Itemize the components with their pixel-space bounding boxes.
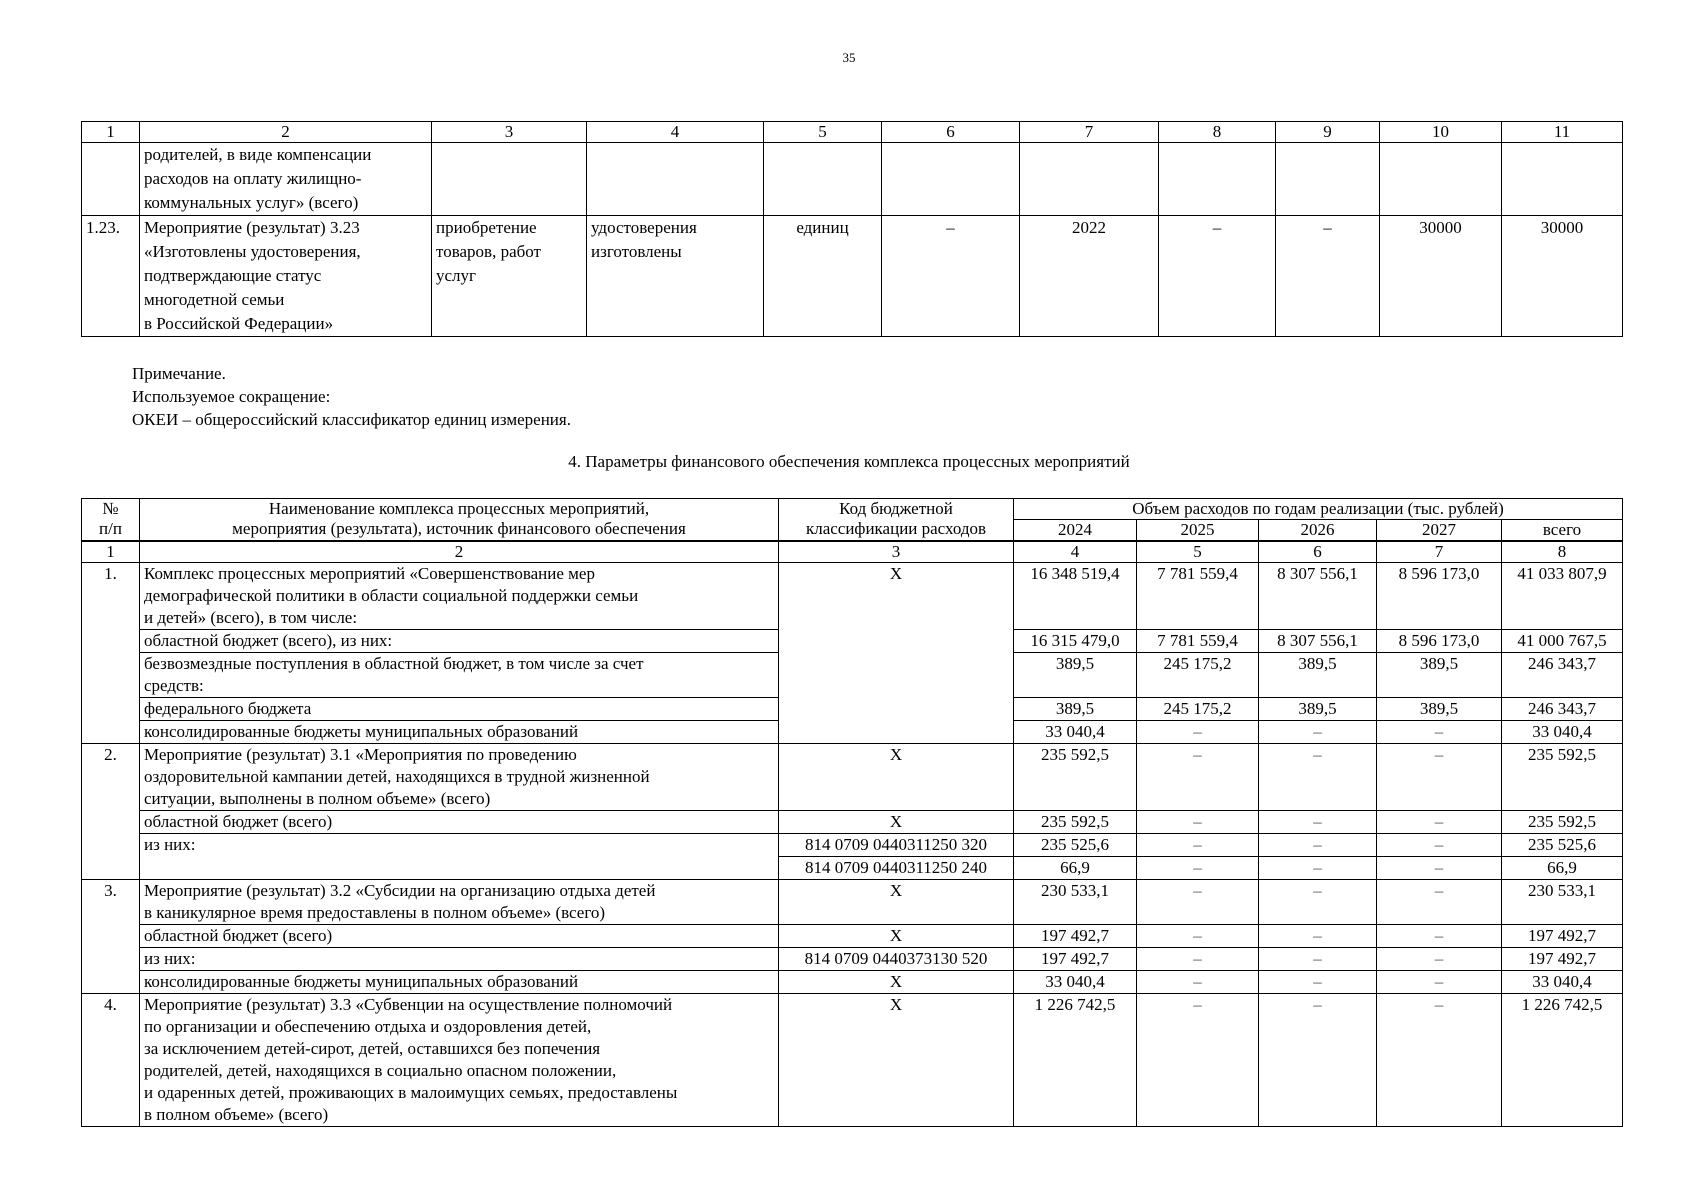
col-number: 11 bbox=[1502, 122, 1623, 143]
value-cell: 197 492,7 bbox=[1502, 948, 1623, 971]
text-line: удостоверения bbox=[591, 218, 697, 237]
value-cell: 235 525,6 bbox=[1502, 834, 1623, 857]
text-line: мероприятия (результата), источник финансового обеспечения bbox=[232, 519, 686, 538]
code-cell: Х bbox=[779, 971, 1014, 994]
col-number: 7 bbox=[1020, 122, 1159, 143]
row-number: 1. bbox=[82, 563, 140, 744]
code-cell: 814 0709 0440311250 320 bbox=[779, 834, 1014, 857]
value-cell: – bbox=[1377, 880, 1502, 925]
value-cell: 235 592,5 bbox=[1502, 744, 1623, 811]
note-line: Примечание. bbox=[132, 364, 226, 383]
value-cell: – bbox=[1276, 216, 1380, 337]
text-line: оздоровительной кампании детей, находящихся в трудной жизненной bbox=[144, 767, 650, 786]
table-row bbox=[82, 971, 1623, 994]
value-cell: 30000 bbox=[1380, 216, 1502, 337]
text-line: демографической политики в области социальной поддержки семьи bbox=[144, 586, 639, 605]
value-cell: 235 592,5 bbox=[1502, 811, 1623, 834]
results-table bbox=[81, 121, 1623, 337]
text-line: услуг bbox=[436, 266, 477, 285]
row-number: 1.23. bbox=[82, 216, 140, 337]
value-cell: – bbox=[1259, 971, 1377, 994]
value-cell: 235 592,5 bbox=[1014, 811, 1137, 834]
text-line: федерального бюджета bbox=[144, 699, 312, 718]
value-cell: 235 525,6 bbox=[1014, 834, 1137, 857]
text-line: консолидированные бюджеты муниципальных образований bbox=[144, 972, 579, 991]
value-cell: 8 596 173,0 bbox=[1377, 630, 1502, 653]
value-cell: 66,9 bbox=[1014, 857, 1137, 880]
value-cell: 8 307 556,1 bbox=[1259, 563, 1377, 630]
text-line: средств: bbox=[144, 676, 204, 695]
value-cell: – bbox=[1137, 948, 1259, 971]
row-name-cell bbox=[140, 994, 779, 1127]
row-name-cell bbox=[140, 698, 779, 721]
value-cell: – bbox=[1137, 971, 1259, 994]
col-number: 4 bbox=[1014, 541, 1137, 563]
value-cell: 389,5 bbox=[1014, 698, 1137, 721]
value-cell: 389,5 bbox=[1377, 653, 1502, 698]
value-cell: 8 596 173,0 bbox=[1377, 563, 1502, 630]
value-cell: – bbox=[1137, 994, 1259, 1127]
value-cell: 66,9 bbox=[1502, 857, 1623, 880]
type-cell bbox=[432, 216, 587, 337]
table-header-row bbox=[82, 122, 1623, 143]
row-name-cell bbox=[140, 653, 779, 698]
value-cell: 41 000 767,5 bbox=[1502, 630, 1623, 653]
text-line: расходов на оплату жилищно- bbox=[144, 169, 362, 188]
header-year: 2024 bbox=[1014, 520, 1137, 542]
text-line: из них: bbox=[144, 949, 196, 968]
text-line: родителей, детей, находящихся в социально опасном положении, bbox=[144, 1061, 617, 1080]
text-line: областной бюджет (всего) bbox=[144, 926, 333, 945]
value-cell: 7 781 559,4 bbox=[1137, 563, 1259, 630]
value-cell: 8 307 556,1 bbox=[1259, 630, 1377, 653]
table-row bbox=[82, 563, 1623, 630]
value-cell: – bbox=[1259, 857, 1377, 880]
row-name-cell bbox=[140, 971, 779, 994]
text-line: за исключением детей-сирот, детей, оставшихся без попечения bbox=[144, 1039, 601, 1058]
value-cell: 235 592,5 bbox=[1014, 744, 1137, 811]
value-cell: – bbox=[1137, 834, 1259, 857]
value-cell: 245 175,2 bbox=[1137, 698, 1259, 721]
code-cell: Х bbox=[779, 811, 1014, 834]
value-cell: 7 781 559,4 bbox=[1137, 630, 1259, 653]
row-name-cell bbox=[140, 834, 779, 880]
value-cell: – bbox=[1377, 925, 1502, 948]
col-number: 9 bbox=[1276, 122, 1380, 143]
value-cell: – bbox=[882, 216, 1020, 337]
value-cell: – bbox=[1259, 834, 1377, 857]
col-number: 6 bbox=[1259, 541, 1377, 563]
finance-table bbox=[81, 498, 1623, 1127]
value-cell: – bbox=[1377, 721, 1502, 744]
row-name-cell bbox=[140, 925, 779, 948]
text-line: и одаренных детей, проживающих в малоимущих семьях, предоставлены bbox=[144, 1083, 678, 1102]
text-line: областной бюджет (всего), из них: bbox=[144, 631, 393, 650]
row-number: 3. bbox=[82, 880, 140, 994]
text-line: родителей, в виде компенсации bbox=[144, 145, 372, 164]
table-row bbox=[82, 948, 1623, 971]
value-cell: – bbox=[1259, 880, 1377, 925]
code-cell: Х bbox=[779, 880, 1014, 925]
table-row bbox=[82, 925, 1623, 948]
col-number: 8 bbox=[1159, 122, 1276, 143]
header-volume: Объем расходов по годам реализации (тыс. рублей) bbox=[1014, 499, 1623, 520]
text-line: Мероприятие (результат) 3.1 «Мероприятия по проведению bbox=[144, 745, 577, 764]
header-code bbox=[779, 499, 1014, 542]
col-number: 2 bbox=[140, 122, 432, 143]
value-cell: 30000 bbox=[1502, 216, 1623, 337]
table-row bbox=[82, 834, 1623, 857]
page-number: 35 bbox=[842, 50, 856, 65]
header-num bbox=[82, 499, 140, 542]
col-number: 4 bbox=[587, 122, 764, 143]
header-year: 2025 bbox=[1137, 520, 1259, 542]
text-line: в каникулярное время предоставлены в полном объеме» (всего) bbox=[144, 903, 606, 922]
value-cell: – bbox=[1259, 744, 1377, 811]
note-block bbox=[132, 362, 571, 431]
col-number: 1 bbox=[82, 541, 140, 563]
col-number: 1 bbox=[82, 122, 140, 143]
col-number: 2 bbox=[140, 541, 779, 563]
text-line: многодетной семьи bbox=[144, 290, 285, 309]
table-row bbox=[82, 744, 1623, 811]
text-line: по организации и обеспечению отдыха и оздоровления детей, bbox=[144, 1017, 592, 1036]
value-cell: – bbox=[1259, 925, 1377, 948]
header-total: всего bbox=[1502, 520, 1623, 542]
value-cell: – bbox=[1137, 811, 1259, 834]
value-cell: 197 492,7 bbox=[1502, 925, 1623, 948]
value-cell: 389,5 bbox=[1377, 698, 1502, 721]
value-cell: – bbox=[1259, 811, 1377, 834]
table-row bbox=[82, 143, 1623, 216]
value-cell: – bbox=[1377, 994, 1502, 1127]
text-line: Код бюджетной bbox=[839, 499, 953, 518]
value-cell: – bbox=[1159, 216, 1276, 337]
text-line: Мероприятие (результат) 3.2 «Субсидии на организацию отдыха детей bbox=[144, 881, 656, 900]
value-cell: – bbox=[1259, 721, 1377, 744]
text-line: в Российской Федерации» bbox=[144, 314, 334, 333]
header-name bbox=[140, 499, 779, 542]
text-line: в полном объеме» (всего) bbox=[144, 1105, 329, 1124]
text-line: областной бюджет (всего) bbox=[144, 812, 333, 831]
value-cell: – bbox=[1137, 925, 1259, 948]
row-name-cell bbox=[140, 811, 779, 834]
value-cell: – bbox=[1137, 744, 1259, 811]
code-cell: 814 0709 0440311250 240 bbox=[779, 857, 1014, 880]
value-cell: 389,5 bbox=[1259, 653, 1377, 698]
value-cell: 197 492,7 bbox=[1014, 925, 1137, 948]
value-cell: 33 040,4 bbox=[1014, 721, 1137, 744]
value-cell: 389,5 bbox=[1014, 653, 1137, 698]
text-line: подтверждающие статус bbox=[144, 266, 322, 285]
value-cell: 230 533,1 bbox=[1014, 880, 1137, 925]
value-cell: – bbox=[1377, 744, 1502, 811]
value-cell: 230 533,1 bbox=[1502, 880, 1623, 925]
value-cell: – bbox=[1377, 857, 1502, 880]
col-number: 3 bbox=[779, 541, 1014, 563]
value-cell: – bbox=[1137, 857, 1259, 880]
note-line: Используемое сокращение: bbox=[132, 387, 331, 406]
row-number: 4. bbox=[82, 994, 140, 1127]
header-year: 2027 bbox=[1377, 520, 1502, 542]
column-number-row bbox=[82, 541, 1623, 563]
code-cell: Х bbox=[779, 563, 1014, 744]
text-line: консолидированные бюджеты муниципальных образований bbox=[144, 722, 579, 741]
value-cell: 2022 bbox=[1020, 216, 1159, 337]
value-cell: 389,5 bbox=[1259, 698, 1377, 721]
row-name-cell bbox=[140, 143, 432, 216]
unit-cell: единиц bbox=[764, 216, 882, 337]
text-line: ситуации, выполнены в полном объеме» (всего) bbox=[144, 789, 491, 808]
value-cell: 246 343,7 bbox=[1502, 653, 1623, 698]
value-cell: 1 226 742,5 bbox=[1502, 994, 1623, 1127]
text-line: «Изготовлены удостоверения, bbox=[144, 242, 361, 261]
row-name-cell bbox=[140, 563, 779, 630]
row-name-cell bbox=[140, 721, 779, 744]
value-cell: 41 033 807,9 bbox=[1502, 563, 1623, 630]
value-cell: 16 315 479,0 bbox=[1014, 630, 1137, 653]
col-number: 10 bbox=[1380, 122, 1502, 143]
note-line: ОКЕИ – общероссийский классификатор единиц измерения. bbox=[132, 410, 571, 429]
col-number: 5 bbox=[1137, 541, 1259, 563]
text-line: из них: bbox=[144, 835, 196, 854]
value-cell: 16 348 519,4 bbox=[1014, 563, 1137, 630]
text-line: Наименование комплекса процессных мероприятий, bbox=[268, 499, 650, 518]
text-line: приобретение bbox=[436, 218, 537, 237]
row-name-cell bbox=[140, 948, 779, 971]
table-row bbox=[82, 880, 1623, 925]
code-cell: 814 0709 0440373130 520 bbox=[779, 948, 1014, 971]
col-number: 7 bbox=[1377, 541, 1502, 563]
col-number: 8 bbox=[1502, 541, 1623, 563]
col-number: 5 bbox=[764, 122, 882, 143]
value-cell: – bbox=[1377, 971, 1502, 994]
section-title: 4. Параметры финансового обеспечения комплекса процессных мероприятий bbox=[568, 452, 1130, 471]
value-cell: 197 492,7 bbox=[1014, 948, 1137, 971]
value-cell: 33 040,4 bbox=[1502, 721, 1623, 744]
text-line: товаров, работ bbox=[436, 242, 541, 261]
row-number: 2. bbox=[82, 744, 140, 880]
table-row bbox=[82, 994, 1623, 1127]
value-cell: – bbox=[1137, 721, 1259, 744]
text-line: Комплекс процессных мероприятий «Совершенствование мер bbox=[144, 564, 595, 583]
value-cell: – bbox=[1137, 880, 1259, 925]
table-row bbox=[82, 811, 1623, 834]
text-line: изготовлены bbox=[591, 242, 682, 261]
row-name-cell bbox=[140, 630, 779, 653]
table-row bbox=[82, 216, 1623, 337]
value-cell: 1 226 742,5 bbox=[1014, 994, 1137, 1127]
code-cell: Х bbox=[779, 744, 1014, 811]
text-line: № bbox=[102, 499, 119, 518]
value-cell: – bbox=[1377, 811, 1502, 834]
value-cell: 245 175,2 bbox=[1137, 653, 1259, 698]
text-line: Мероприятие (результат) 3.23 bbox=[144, 218, 360, 237]
value-cell: – bbox=[1377, 834, 1502, 857]
value-cell: 33 040,4 bbox=[1502, 971, 1623, 994]
row-name-cell bbox=[140, 880, 779, 925]
text-line: Мероприятие (результат) 3.3 «Субвенции на осуществление полномочий bbox=[144, 995, 673, 1014]
col-number: 3 bbox=[432, 122, 587, 143]
code-cell: Х bbox=[779, 994, 1014, 1127]
text-line: и детей» (всего), в том числе: bbox=[144, 608, 358, 627]
row-name-cell bbox=[140, 744, 779, 811]
text-line: коммунальных услуг» (всего) bbox=[144, 193, 359, 212]
col-number: 6 bbox=[882, 122, 1020, 143]
text-line: безвозмездные поступления в областной бюджет, в том числе за счет bbox=[144, 654, 644, 673]
header-year: 2026 bbox=[1259, 520, 1377, 542]
value-cell: 246 343,7 bbox=[1502, 698, 1623, 721]
value-cell: – bbox=[1377, 948, 1502, 971]
value-cell: – bbox=[1259, 994, 1377, 1127]
text-line: классификации расходов bbox=[805, 519, 987, 538]
code-cell: Х bbox=[779, 925, 1014, 948]
value-cell: 33 040,4 bbox=[1014, 971, 1137, 994]
value-cell: – bbox=[1259, 948, 1377, 971]
table-header-row bbox=[82, 499, 1623, 520]
row-name-cell bbox=[140, 216, 432, 337]
result-cell bbox=[587, 216, 764, 337]
text-line: п/п bbox=[99, 519, 122, 538]
